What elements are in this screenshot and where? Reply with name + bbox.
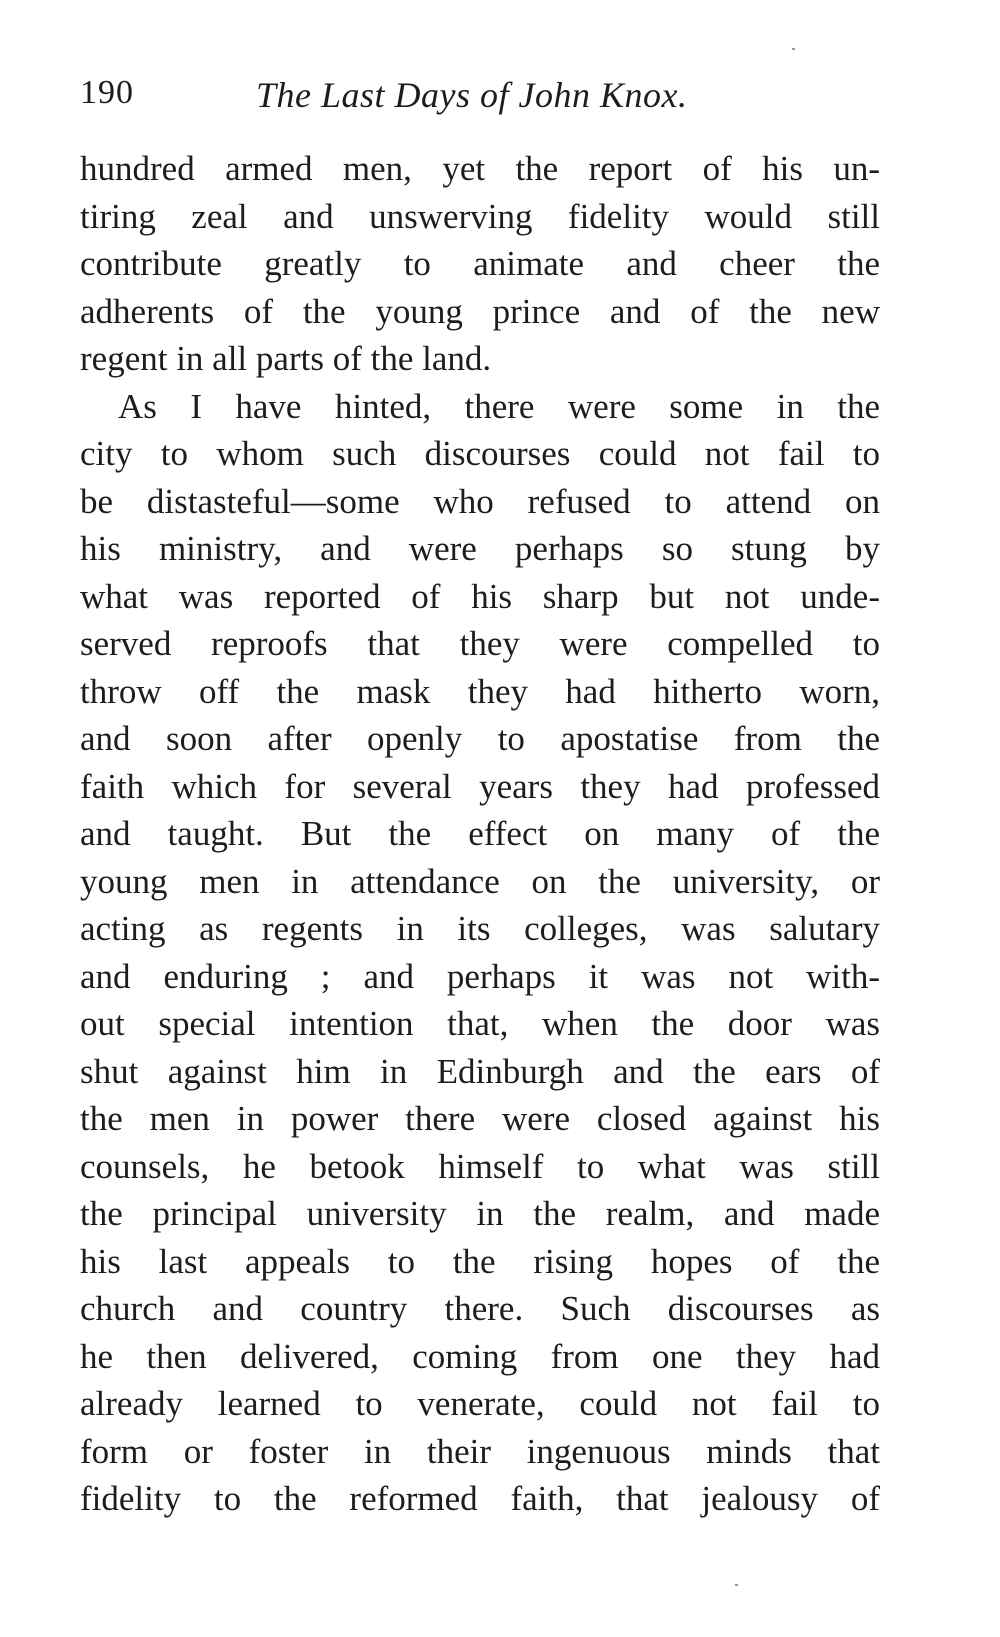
- text-line: throw off the mask they had hitherto worn,: [80, 671, 880, 711]
- text-line: the men in power there were closed against his: [80, 1099, 880, 1138]
- text-line: and soon after openly to apostatise from the: [80, 719, 880, 758]
- text-line: out special intention that, when the door was: [80, 1004, 880, 1043]
- text-line: contribute greatly to animate and cheer the: [80, 244, 880, 283]
- text-line: hundred armed men, yet the report of his un-: [80, 149, 880, 188]
- paper-speck: [792, 48, 795, 50]
- text-line: regent in all parts of the land.: [80, 339, 492, 378]
- text-line: acting as regents in its colleges, was salutary: [80, 909, 880, 948]
- text-line: As I have hinted, there were some in the: [118, 386, 880, 426]
- page-header: [70, 74, 920, 124]
- text-line: shut against him in Edinburgh and the ears of: [80, 1051, 880, 1091]
- text-line: served reproofs that they were compelled to: [80, 624, 880, 663]
- text-line: counsels, he betook himself to what was still: [80, 1146, 880, 1186]
- text-line: church and country there. Such discourses as: [80, 1289, 880, 1328]
- text-line: adherents of the young prince and of the new: [80, 291, 880, 331]
- text-line: the principal university in the realm, and made: [80, 1194, 880, 1233]
- text-line: city to whom such discourses could not fail to: [80, 434, 880, 473]
- page-number: 190: [80, 74, 134, 111]
- paper-speck: [735, 1584, 738, 1586]
- body-text: [80, 145, 880, 1523]
- text-line: already learned to venerate, could not fail to: [80, 1384, 880, 1423]
- text-line: be distasteful—some who refused to attend on: [80, 481, 880, 521]
- text-line: what was reported of his sharp but not unde-: [80, 576, 880, 616]
- text-line: fidelity to the reformed faith, that jealousy of: [80, 1479, 880, 1518]
- text-line: form or foster in their ingenuous minds that: [80, 1431, 880, 1471]
- text-line: faith which for several years they had professed: [80, 766, 880, 806]
- text-line: his last appeals to the rising hopes of the: [80, 1241, 880, 1281]
- text-line: and enduring ; and perhaps it was not with-: [80, 956, 880, 996]
- text-line: and taught. But the effect on many of the: [80, 814, 880, 853]
- text-line: tiring zeal and unswerving fidelity would still: [80, 196, 880, 236]
- text-line: he then delivered, coming from one they had: [80, 1336, 880, 1376]
- running-title: The Last Days of John Knox.: [256, 75, 688, 115]
- text-line: young men in attendance on the university, or: [80, 861, 880, 901]
- text-line: his ministry, and were perhaps so stung by: [80, 529, 880, 568]
